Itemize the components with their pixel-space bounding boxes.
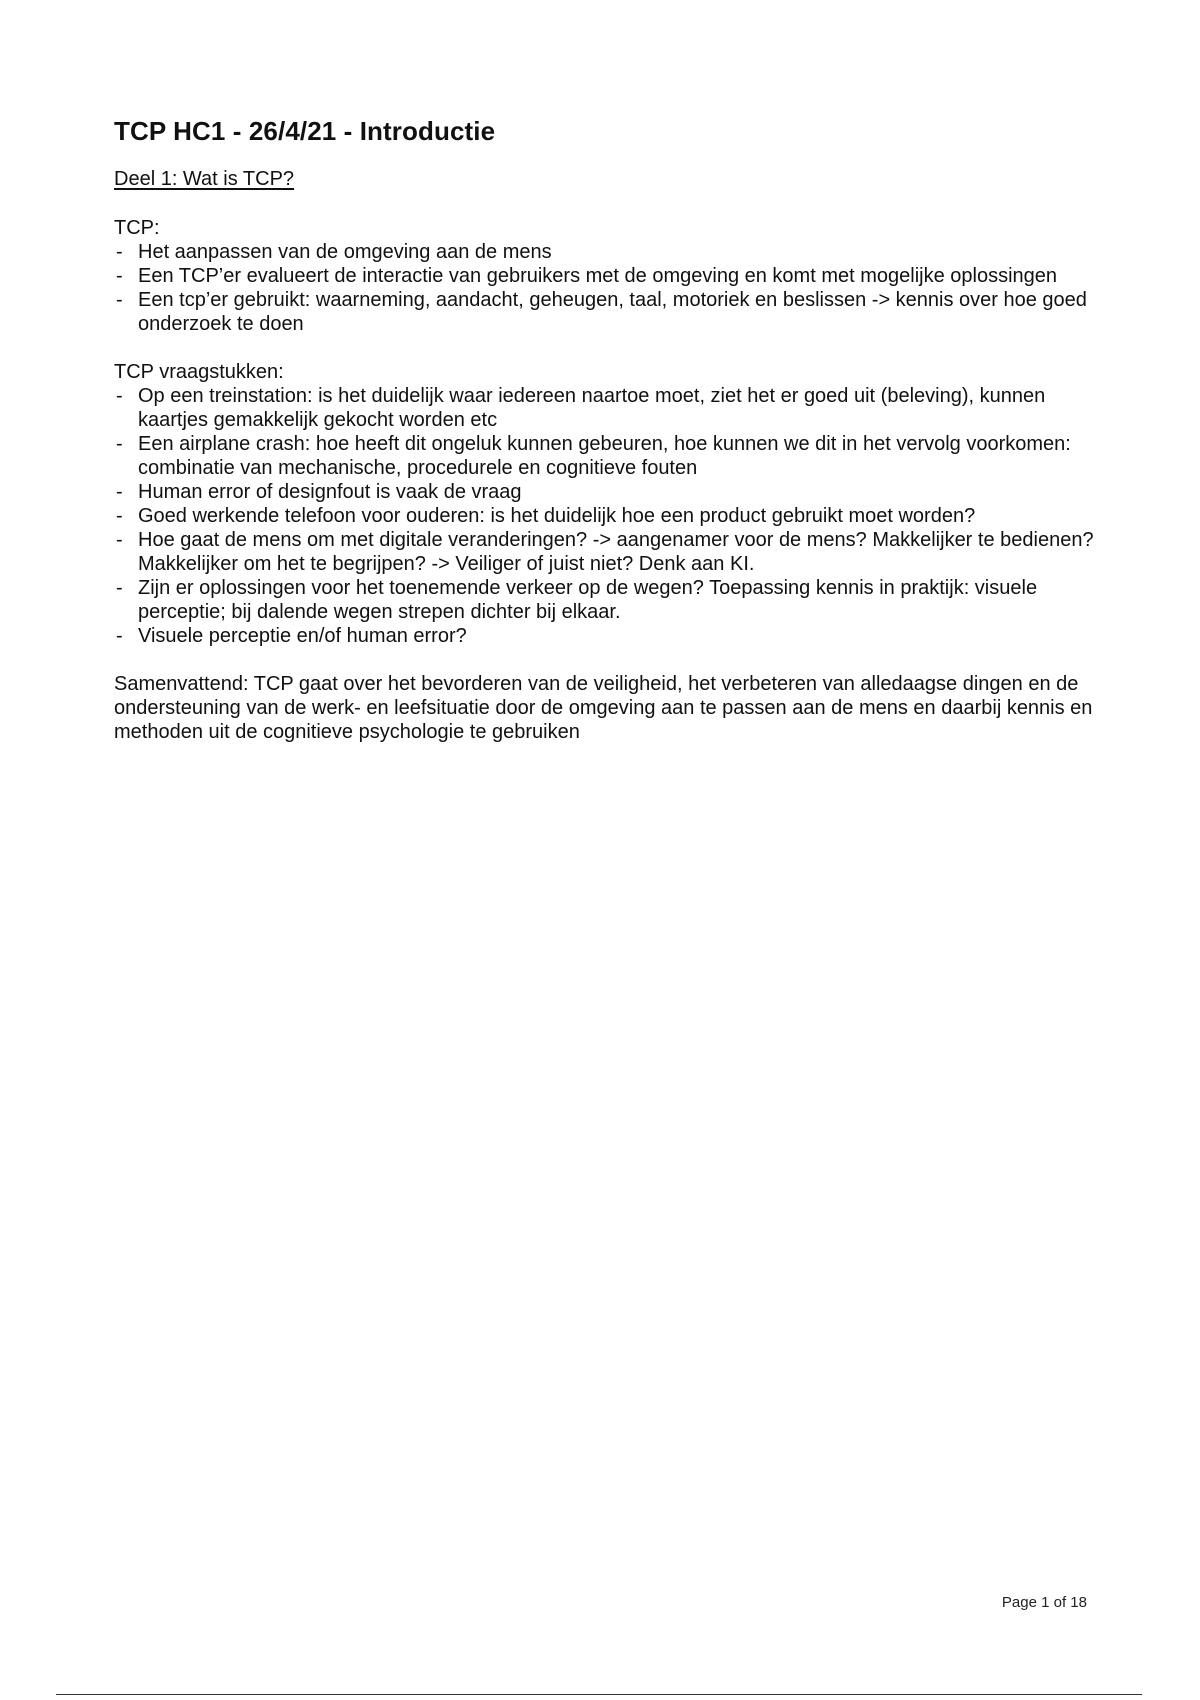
bullet-dash: - xyxy=(116,433,123,455)
summary-paragraph: Samenvattend: TCP gaat over het bevorderen van de veiligheid, het verbeteren van alledaagse dingen en de ondersteuning van de werk- en leefsituatie door de omgeving aan te passen aan de mens en daarbij kennis en methoden uit de cognitieve psychologie te gebruiken xyxy=(114,673,1093,743)
list-item: - Het aanpassen van de omgeving aan de mens xyxy=(116,241,552,263)
page-content xyxy=(114,114,1094,744)
tcp-bullet-list xyxy=(114,240,1094,336)
bullet-dash: - xyxy=(116,241,123,263)
list-item: - Human error of designfout is vaak de vraag xyxy=(116,481,522,503)
questions-bullet-list xyxy=(114,384,1094,648)
bullet-dash: - xyxy=(116,505,123,527)
list-item: - Een tcp’er gebruikt: waarneming, aandacht, geheugen, taal, motoriek en beslissen -> kennis over hoe goed onderzoek te doen xyxy=(116,289,1087,335)
footer-divider xyxy=(56,1694,1142,1695)
tcp-block-label: TCP: xyxy=(114,217,160,239)
list-item: - Visuele perceptie en/of human error? xyxy=(116,625,467,647)
bullet-dash: - xyxy=(116,385,123,407)
page-number: Page 1 of 18 xyxy=(1001,1594,1087,1611)
tcp-questions-block xyxy=(114,360,1094,648)
list-item: - Een TCP’er evalueert de interactie van gebruikers met de omgeving en komt met mogelijke oplossingen xyxy=(116,265,1058,287)
tcp-definition-block xyxy=(114,216,1094,336)
list-item: - Op een treinstation: is het duidelijk waar iedereen naartoe moet, ziet het er goed uit (beleving), kunnen kaartjes gemakkelijk gekocht worden etc xyxy=(116,385,1046,431)
bullet-dash: - xyxy=(116,481,123,503)
document-title: TCP HC1 - 26/4/21 - Introductie xyxy=(114,116,496,146)
bullet-dash: - xyxy=(116,289,123,311)
list-item: - Goed werkende telefoon voor ouderen: is het duidelijk hoe een product gebruikt moet worden? xyxy=(116,505,976,527)
bullet-dash: - xyxy=(116,265,123,287)
bullet-dash: - xyxy=(116,625,123,647)
list-item: - Hoe gaat de mens om met digitale veranderingen? -> aangenamer voor de mens? Makkelijker te bedienen? Makkelijker om het te begrijpen? -> Veiliger of juist niet? Denk aan KI. xyxy=(116,529,1094,575)
questions-block-label: TCP vraagstukken: xyxy=(114,361,284,383)
bullet-dash: - xyxy=(116,529,123,551)
list-item: - Zijn er oplossingen voor het toenemende verkeer op de wegen? Toepassing kennis in praktijk: visuele perceptie; bij dalende wegen strepen dichter bij elkaar. xyxy=(116,577,1038,623)
list-item: - Een airplane crash: hoe heeft dit ongeluk kunnen gebeuren, hoe kunnen we dit in het vervolg voorkomen: combinatie van mechanische, procedurele en cognitieve fouten xyxy=(116,433,1071,479)
bullet-dash: - xyxy=(116,577,123,599)
section-heading: Deel 1: Wat is TCP? xyxy=(114,168,295,190)
